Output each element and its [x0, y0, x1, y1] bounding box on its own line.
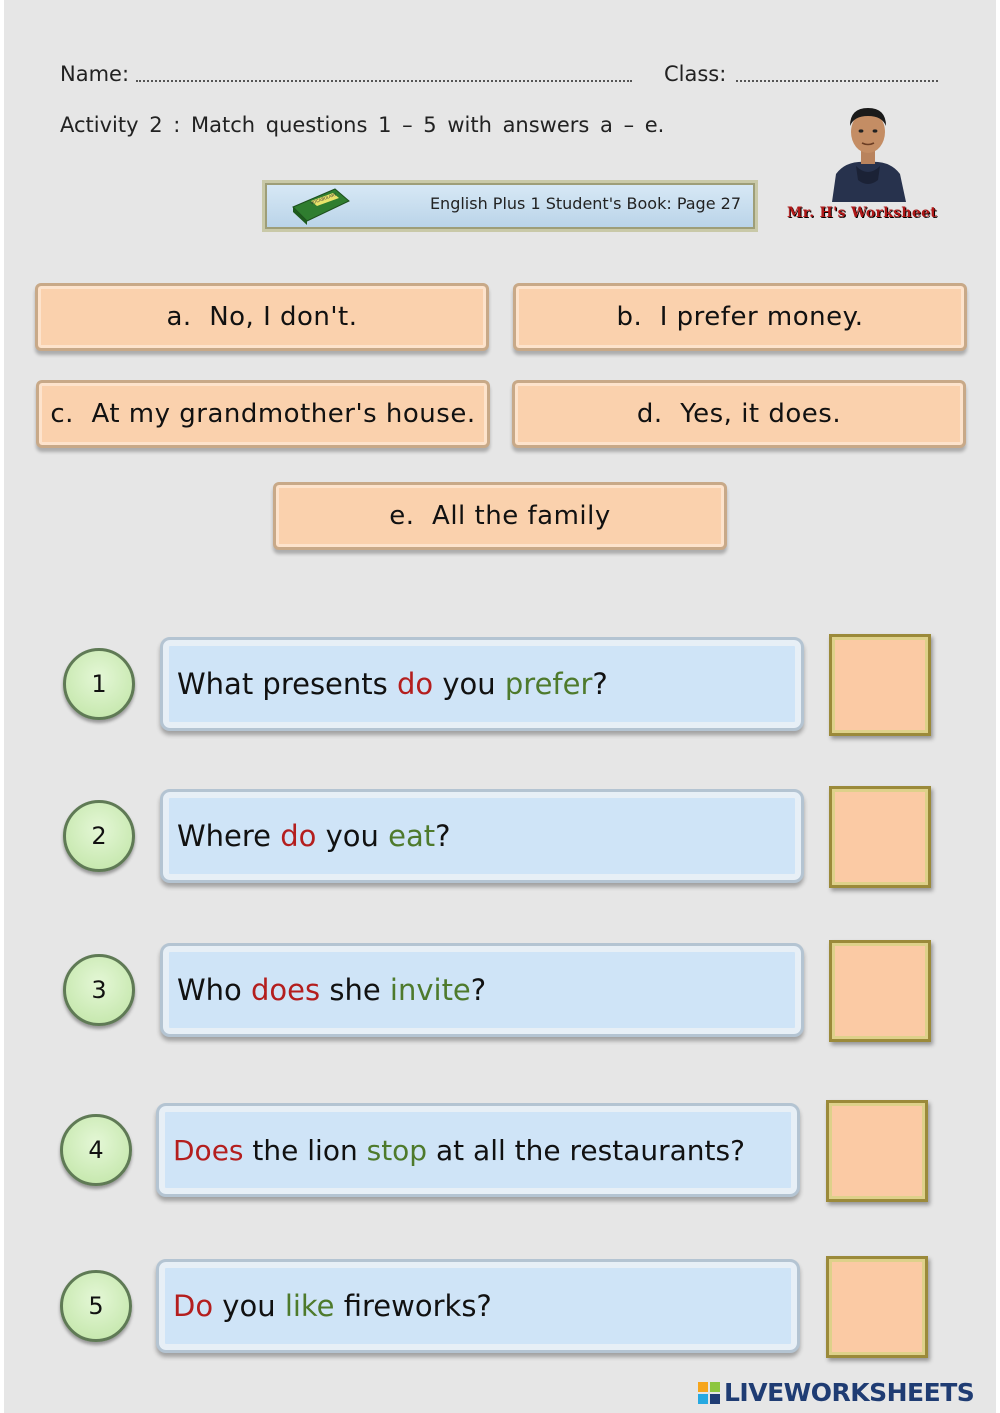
verb-word: invite — [389, 973, 471, 1007]
answer-drop-box-1[interactable] — [829, 634, 931, 736]
question-word: Where — [177, 819, 281, 853]
question-text — [177, 640, 608, 728]
name-label: Name: — [60, 62, 130, 86]
question-word: ? — [470, 973, 487, 1007]
verb-word: eat — [388, 819, 436, 853]
answer-text: All the family — [432, 501, 611, 531]
question-number-2: 2 — [63, 800, 135, 872]
verb-word: like — [284, 1289, 335, 1323]
answer-text: I prefer money. — [659, 302, 864, 332]
question-word: she — [320, 973, 390, 1007]
question-3 — [160, 943, 804, 1037]
question-word: you — [213, 1289, 285, 1323]
question-1 — [160, 637, 804, 731]
question-word: What presents — [177, 667, 397, 701]
question-word: at all the restaurants? — [427, 1133, 745, 1167]
question-number-5: 5 — [60, 1270, 132, 1342]
answer-text: Yes, it does. — [680, 399, 842, 429]
auxiliary-word: does — [251, 973, 321, 1007]
question-number-4: 4 — [60, 1114, 132, 1186]
activity-instruction: Activity 2 : Match questions 1 – 5 with answers a – e. — [60, 113, 665, 137]
name-line — [136, 80, 632, 82]
class-label: Class: — [664, 62, 727, 86]
answer-text: No, I don't. — [209, 302, 358, 332]
question-word: ? — [435, 819, 451, 853]
question-2 — [160, 789, 804, 883]
liveworksheets-logo-text: LIVEWORKSHEETS — [724, 1378, 975, 1407]
auxiliary-word: do — [396, 667, 434, 701]
answer-letter: d. — [636, 399, 663, 429]
question-word: Who — [177, 973, 252, 1007]
answer-c[interactable] — [36, 380, 490, 448]
liveworksheets-logo-icon — [698, 1382, 720, 1404]
answer-drop-box-5[interactable] — [826, 1256, 928, 1358]
author-brand-label: Mr. H's Worksheet — [787, 205, 938, 221]
answer-letter: e. — [389, 501, 415, 531]
answer-letter: c. — [50, 399, 74, 429]
question-4 — [156, 1103, 800, 1197]
question-word: ? — [592, 667, 608, 701]
answer-text: At my grandmother's house. — [91, 399, 476, 429]
answer-drop-box-3[interactable] — [829, 940, 931, 1042]
green-book-icon — [291, 185, 351, 225]
question-number-1: 1 — [63, 648, 135, 720]
question-text — [177, 946, 486, 1034]
answer-d[interactable] — [512, 380, 966, 448]
auxiliary-word: Does — [173, 1133, 244, 1167]
question-5 — [156, 1259, 800, 1353]
answer-e[interactable] — [273, 482, 727, 550]
book-cover-label: VOCABULARY — [309, 191, 338, 206]
book-reference-banner — [262, 180, 758, 232]
question-text — [173, 1106, 745, 1194]
question-text — [173, 1262, 492, 1350]
question-word: you — [433, 667, 505, 701]
book-reference-text: English Plus 1 Student's Book: Page 27 — [429, 194, 741, 213]
question-word: fireworks? — [334, 1289, 492, 1323]
class-line — [736, 80, 938, 82]
auxiliary-word: do — [280, 819, 317, 853]
verb-word: stop — [366, 1133, 428, 1167]
auxiliary-word: Do — [173, 1289, 214, 1323]
answer-letter: b. — [616, 302, 643, 332]
answer-b[interactable] — [513, 283, 967, 351]
answer-letter: a. — [166, 302, 192, 332]
answer-drop-box-2[interactable] — [829, 786, 931, 888]
author-photo — [828, 96, 908, 202]
question-word: the lion — [243, 1133, 367, 1167]
question-number-3: 3 — [63, 954, 135, 1026]
answer-a[interactable] — [35, 283, 489, 351]
answer-drop-box-4[interactable] — [826, 1100, 928, 1202]
question-word: you — [316, 819, 389, 853]
verb-word: prefer — [504, 667, 593, 701]
worksheet-page — [4, 0, 996, 1413]
question-text — [177, 792, 451, 880]
